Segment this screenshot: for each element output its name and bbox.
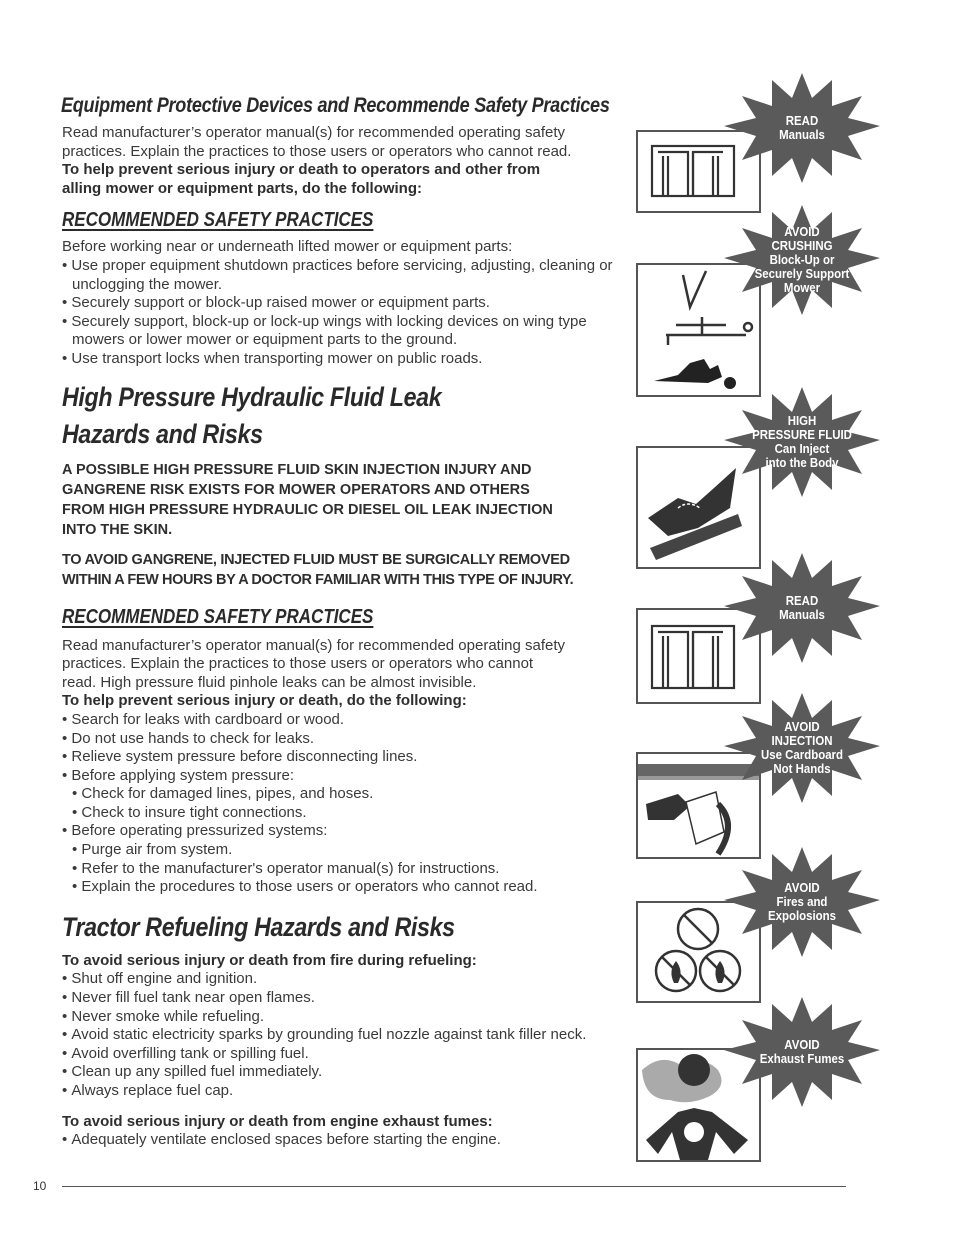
list-item: • Before operating pressurized systems: [62,822,632,841]
burst-line: READ [785,593,819,608]
text-line: To help prevent serious injury or death to operators and other from [62,161,541,179]
page-number: 10 [33,1179,47,1193]
burst-line: Securely Support [754,266,850,281]
main-text-column [62,92,632,1150]
sub-list-item: • Explain the procedures to those users or operators who cannot read. [72,878,632,897]
refueling-body [62,952,632,1150]
list-item: • Do not use hands to check for leaks. [62,730,632,749]
burst-text [732,200,873,320]
text-line: alling mower or equipment parts, do the following: [62,179,423,197]
text-line: INTO THE SKIN. [62,521,173,538]
burst-line: Manuals [779,127,825,142]
burst-text [732,382,873,502]
list-item: • Shut off engine and ignition. [62,970,632,989]
recommended-practices-heading-2: RECOMMENDED SAFETY PRACTICES [62,605,374,628]
recommended-practices-heading-1: RECOMMENDED SAFETY PRACTICES [62,209,374,232]
list-item: • Never smoke while refueling. [62,1008,632,1027]
avoid-crushing-burst [722,200,882,320]
burst-text [732,548,873,668]
list-item: • Avoid overfilling tank or spilling fuel. [62,1045,632,1064]
bullet-list [62,970,632,1100]
text-line: To help prevent serious injury or death, do the following: [62,692,467,710]
sub-list-item: • Purge air from system. [72,841,632,860]
burst-text [732,992,873,1112]
footer-rule [62,1186,846,1187]
list-item: • Clean up any spilled fuel immediately. [62,1063,632,1082]
avoid-injection-burst [722,688,882,808]
sub-list-item: • Check for damaged lines, pipes, and hoses. [72,785,632,804]
text-line: practices. Explain the practices to those users or operators who cannot [62,655,534,673]
text-line: Before working near or underneath lifted mower or equipment parts: [62,238,513,256]
list-item: • Use transport locks when transporting mower on public roads. [62,350,632,369]
burst-line: AVOID [784,1037,820,1052]
burst-text [732,688,873,808]
title-line: Hazards and Risks [62,418,263,449]
list-item: • Avoid static electricity sparks by grounding fuel nozzle against tank filler neck. [62,1026,632,1045]
burst-line: Block-Up or [769,252,835,267]
avoid-fires-burst [722,842,882,962]
list-item: • Securely support, block-up or lock-up wings with locking devices on wing type mowers or lower mower or equipment parts to the ground. [62,313,632,350]
list-item: • Always replace fuel cap. [62,1082,632,1101]
bullet-list [62,711,632,897]
equipment-section-title: Equipment Protective Devices and Recommende Safety Practices [61,94,610,117]
text-line: TO AVOID GANGRENE, INJECTED FLUID MUST BE SURGICALLY REMOVED [62,551,570,568]
list-item: • Before applying system pressure: [62,767,632,786]
burst-text [732,842,873,962]
burst-line: Not Hands [773,761,831,776]
burst-line: Exhaust Fumes [759,1051,845,1066]
title-line: High Pressure Hydraulic Fluid Leak [62,381,442,412]
text-line: read. High pressure fluid pinhole leaks can be almost invisible. [62,673,477,691]
burst-line: Expolosions [767,908,837,923]
burst-line: AVOID [784,224,820,239]
text-line: practices. Explain the practices to those users or operators who cannot read. [62,142,572,160]
text-line: To avoid serious injury or death from engine exhaust fumes: [62,1112,493,1130]
burst-line: Manuals [779,607,825,622]
burst-line: CRUSHING [771,238,833,253]
sub-list-item: • Check to insure tight connections. [72,804,632,823]
text-line: To avoid serious injury or death from fire during refueling: [62,951,477,969]
read-manuals-burst [722,68,882,188]
text-line: A POSSIBLE HIGH PRESSURE FLUID SKIN INJECTION INJURY AND [62,461,532,478]
burst-line: PRESSURE FLUID [752,427,852,442]
read-manuals-burst-2 [722,548,882,668]
burst-line: Use Cardboard [760,747,844,762]
equipment-intro [62,124,632,198]
burst-line: AVOID [784,880,820,895]
bullet-list [62,257,632,369]
burst-line: INJECTION [771,733,833,748]
bullet-list [62,1131,632,1150]
burst-line: Can Inject [774,441,830,456]
burst-line: AVOID [784,719,820,734]
list-item: • Never fill fuel tank near open flames. [62,989,632,1008]
burst-line: Mower [783,280,821,295]
recommended-practices-body-1 [62,238,632,368]
burst-text [732,68,873,188]
text-line: GANGRENE RISK EXISTS FOR MOWER OPERATORS AND OTHERS [62,481,530,498]
burst-line: READ [785,113,819,128]
avoid-exhaust-burst [722,992,882,1112]
recommended-practices-body-2 [62,637,632,897]
text-line: WITHIN A FEW HOURS BY A DOCTOR FAMILIAR WITH THIS TYPE OF INJURY. [62,571,574,588]
list-item: • Search for leaks with cardboard or wood. [62,711,632,730]
text-line: FROM HIGH PRESSURE HYDRAULIC OR DIESEL OIL LEAK INJECTION [62,501,553,518]
list-item: • Use proper equipment shutdown practices before servicing, adjusting, cleaning or unclogging the mower. [62,257,632,294]
burst-line: Fires and [776,894,828,909]
refueling-section-title: Tractor Refueling Hazards and Risks [62,911,455,942]
burst-line: into the Body [765,455,839,470]
sub-list-item: • Refer to the manufacturer's operator manual(s) for instructions. [72,860,632,879]
high-pressure-burst [722,382,882,502]
text-line: Read manufacturer’s operator manual(s) for recommended operating safety [62,636,566,654]
hydraulic-warning-1 [62,460,632,540]
hydraulic-warning-2 [62,550,632,590]
list-item: • Relieve system pressure before disconnecting lines. [62,748,632,767]
list-item: • Securely support or block-up raised mower or equipment parts. [62,294,632,313]
list-item: • Adequately ventilate enclosed spaces before starting the engine. [62,1131,632,1150]
hydraulic-section-title [62,379,632,453]
burst-line: HIGH [787,413,817,428]
text-line: Read manufacturer’s operator manual(s) for recommended operating safety [62,124,566,141]
